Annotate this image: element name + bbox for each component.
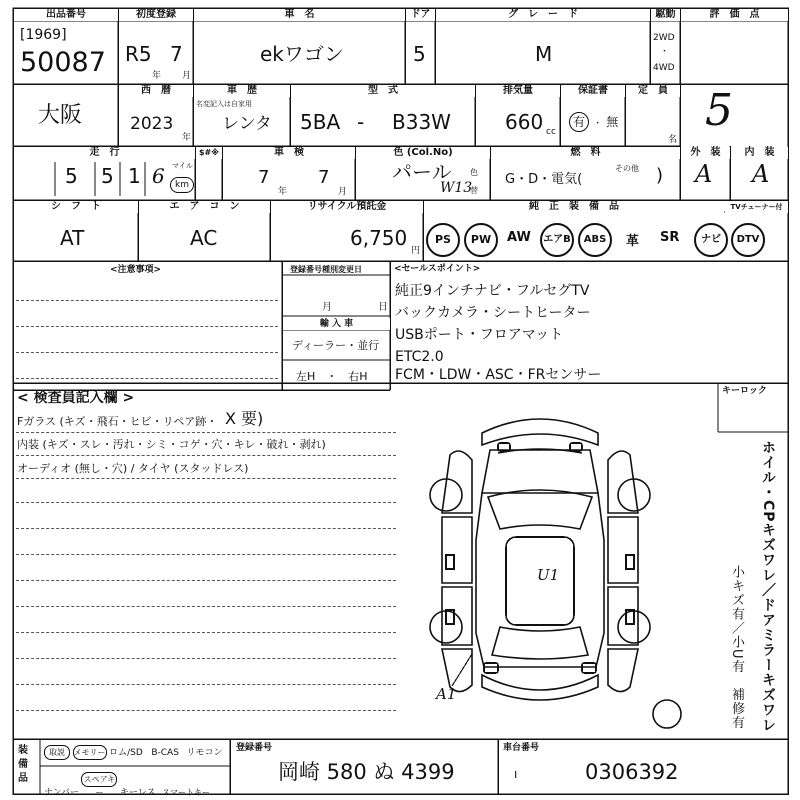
score-header: 評 価 点 — [681, 9, 788, 21]
drive-2wd: 2WD — [653, 33, 675, 43]
chassis-mark: ı — [514, 767, 518, 781]
lot-no-header: 出品番号 — [14, 9, 118, 21]
month-unit: 月 — [182, 71, 192, 81]
side-note-2: 小キズ有／小U有 補修有 — [729, 565, 744, 730]
insp-month-unit: 月 — [338, 187, 348, 197]
insp-year: 7 — [258, 167, 270, 188]
footer-row-2 — [44, 772, 210, 799]
equip-navi[interactable]: ナビ — [694, 223, 728, 257]
caution-line-1 — [16, 300, 278, 301]
chassis-label: 車台番号 — [503, 743, 540, 753]
plate-label: 登録番号 — [236, 743, 273, 753]
sales-point-5: FCM・LDW・ASC・FRセンサー — [395, 367, 602, 383]
sales-point-2: バックカメラ・シートヒーター — [395, 305, 591, 321]
grade-header: グ レ ー ド — [436, 9, 650, 21]
drive-header: 駆動 — [651, 9, 680, 21]
recycle-header: リサイクル預託金 — [271, 201, 423, 213]
caution-line-3 — [16, 352, 278, 353]
score-value: 5 — [705, 85, 733, 136]
mileage-mile-label: マイル — [172, 162, 193, 170]
model-prefix: 5BA — [300, 110, 341, 134]
inspector-dash-3 — [16, 478, 396, 479]
item-spare-key[interactable]: スペアキー — [81, 772, 117, 787]
cc-unit: cc — [546, 127, 556, 137]
grade: M — [535, 42, 553, 66]
interior-header: 内 装 — [731, 147, 788, 159]
yen-unit: 円 — [411, 246, 421, 256]
diagram-mark-u1: U1 — [537, 566, 560, 584]
model-header: 型 式 — [291, 85, 475, 97]
handle-side: 左H ・ 右H — [296, 370, 368, 383]
displacement-header: 排気量 — [476, 85, 560, 97]
mileage-digit-2: 5 — [101, 164, 114, 188]
mileage-digit-3: 1 — [128, 164, 141, 188]
equip-ps[interactable]: PS — [426, 223, 460, 257]
inspector-line-3: オーディオ (無し・穴) / タイヤ (スタッドレス) — [17, 462, 249, 475]
mileage-km: km — [170, 177, 194, 193]
equipment-header: 純 正 装 備 品 — [424, 201, 724, 213]
sales-point-1: 純正9インチナビ・フルセグTV — [395, 283, 590, 299]
equip-pw[interactable]: PW — [464, 223, 498, 257]
item-bcas[interactable]: B-CAS — [151, 748, 179, 758]
ac-header: エ ア コ ン — [139, 201, 270, 213]
drive-dot: ・ — [660, 47, 670, 57]
inspector-dash-4 — [16, 502, 396, 503]
displacement: 660 — [505, 110, 544, 134]
warranty-header: 保証書 — [561, 85, 625, 97]
inspector-dash-2 — [16, 455, 396, 456]
equip-abs[interactable]: ABS — [578, 223, 612, 257]
caution-line-2 — [16, 326, 278, 327]
mileage-digit-1: 5 — [65, 164, 78, 188]
vehicle-hist: レンタ — [222, 114, 272, 134]
inspector-dash-5 — [16, 528, 396, 529]
western-year-header: 西 暦 — [119, 85, 193, 97]
fuel-other-label: その他 — [615, 164, 639, 173]
reg-year: 2023 — [130, 114, 174, 134]
mileage-km-wrap — [170, 177, 194, 193]
warranty-yes[interactable]: 有 — [569, 112, 589, 132]
model-code: B33W — [392, 110, 451, 134]
car-name: ekワゴン — [260, 42, 344, 66]
inspector-dash-9 — [16, 632, 396, 633]
lot-no-small: [1969] — [20, 27, 67, 43]
exterior-grade: A — [695, 160, 713, 188]
dealer-parallel: ディーラー・並行 — [292, 339, 380, 352]
item-plate[interactable]: ナンバー — [44, 788, 79, 798]
item-smart-key[interactable]: スマートキー — [162, 788, 210, 797]
capacity-unit: 名 — [668, 135, 678, 145]
region: 大阪 — [38, 103, 83, 128]
diagram-mark-a1: A1 — [436, 685, 457, 703]
first-reg-era: R5 — [125, 42, 152, 66]
warranty-no[interactable]: 無 — [606, 115, 619, 129]
inspector-line-2: 内装 (キズ・スレ・汚れ・シミ・コゲ・穴・キレ・破れ・剥れ) — [17, 438, 326, 451]
inspector-dash-1 — [16, 432, 396, 433]
fuel-options: G・D・電気( — [505, 172, 583, 187]
item-remote[interactable]: リモコン — [186, 748, 223, 758]
import-header: 輸 入 車 — [283, 318, 390, 330]
tv-tuner-header: TVチューナー付 — [725, 201, 788, 213]
caution-line-4 — [16, 378, 278, 379]
diagram-pointer-line — [448, 650, 478, 690]
reg-type-header: 登録番号種別変更日 — [290, 265, 362, 274]
year-unit: 年 — [152, 71, 162, 81]
item-rom-sd[interactable]: ロム/SD — [109, 748, 143, 758]
key-mark-circle — [650, 697, 684, 731]
ac-value: AC — [190, 226, 218, 250]
doors: 5 — [413, 42, 426, 66]
inspector-dash-6 — [16, 554, 396, 555]
shift-header: シ フ ト — [14, 201, 138, 213]
sales-point-3: USBポート・フロアマット — [395, 327, 564, 343]
mileage-digit-4: 6 — [152, 164, 165, 188]
inspector-dash-7 — [16, 580, 396, 581]
inspector-line-1: Fガラス (キズ・飛石・ヒビ・リペア跡・ — [17, 415, 218, 428]
reg-day-label: 日 — [378, 302, 388, 313]
reg-month-label: 月 — [322, 302, 332, 313]
equip-aw[interactable]: AW — [507, 230, 531, 245]
fuel-header: 燃 料 — [491, 147, 680, 159]
insp-month: 7 — [318, 167, 330, 188]
item-memory[interactable]: メモリー — [73, 745, 107, 760]
color-header: 色 (Col.No) — [356, 147, 490, 159]
exterior-header: 外 装 — [681, 147, 730, 159]
first-reg-header: 初度登録 — [119, 9, 193, 21]
fuel-close: ) — [656, 165, 664, 186]
inspector-line-1-mark: X 要) — [225, 409, 264, 428]
side-note-1: ホイル・CPキズワレ／ドアミラーキズワレ — [760, 440, 776, 733]
sales-point-4: ETC2.0 — [395, 349, 444, 365]
interior-grade: A — [752, 160, 770, 188]
inspector-dash-11 — [16, 684, 396, 685]
model-dash: - — [357, 110, 365, 134]
sash-header: $#※ — [196, 147, 222, 159]
docs-label: 装備品 — [18, 745, 28, 784]
color-change-label: 色替 — [470, 168, 478, 195]
equip-sr[interactable]: SR — [660, 230, 680, 245]
insp-year-unit: 年 — [278, 187, 288, 197]
equip-airbag[interactable]: エアB — [540, 223, 574, 257]
inspection-header: 車 検 — [223, 147, 355, 159]
door-header: ドア — [406, 9, 435, 21]
item-keyless[interactable]: キーレス — [120, 788, 156, 798]
inspector-dash-8 — [16, 606, 396, 607]
shift-value: AT — [60, 226, 85, 250]
sales-header: <セールスポイント> — [394, 264, 481, 274]
equip-dtv[interactable]: DTV — [731, 223, 765, 257]
recycle-value: 6,750 — [350, 226, 408, 250]
capacity-header: 定 員 — [626, 85, 680, 97]
drive-4wd: 4WD — [653, 63, 675, 73]
inspector-title: < 検査員記入欄 > — [17, 390, 135, 406]
reg-year-unit: 年 — [182, 133, 192, 143]
color-name: パール — [392, 160, 452, 184]
mileage-header: 走 行 — [14, 147, 195, 159]
footer-row-1 — [44, 745, 222, 760]
equip-leather[interactable]: 革 — [626, 234, 640, 249]
vehicle-hist-header: 車 歴 — [194, 85, 290, 97]
caution-header: <注意事項> — [110, 265, 162, 275]
keylock-label: キーロック — [722, 386, 767, 396]
warranty-options: 有 ・ 無 — [569, 112, 618, 132]
inspector-dash-10 — [16, 658, 396, 659]
lot-no: 50087 — [20, 47, 106, 78]
chassis-number: 0306392 — [585, 760, 679, 784]
first-reg-month: 7 — [170, 42, 183, 66]
vehicle-hist-note: 名変記入は自家用 — [196, 100, 252, 108]
inspector-dash-12 — [16, 710, 396, 711]
plate-number: 岡崎 580 ぬ 4399 — [278, 760, 455, 784]
color-code: W13 — [440, 180, 473, 196]
item-manual[interactable]: 取説 — [44, 745, 70, 760]
car-name-header: 車 名 — [194, 9, 405, 21]
